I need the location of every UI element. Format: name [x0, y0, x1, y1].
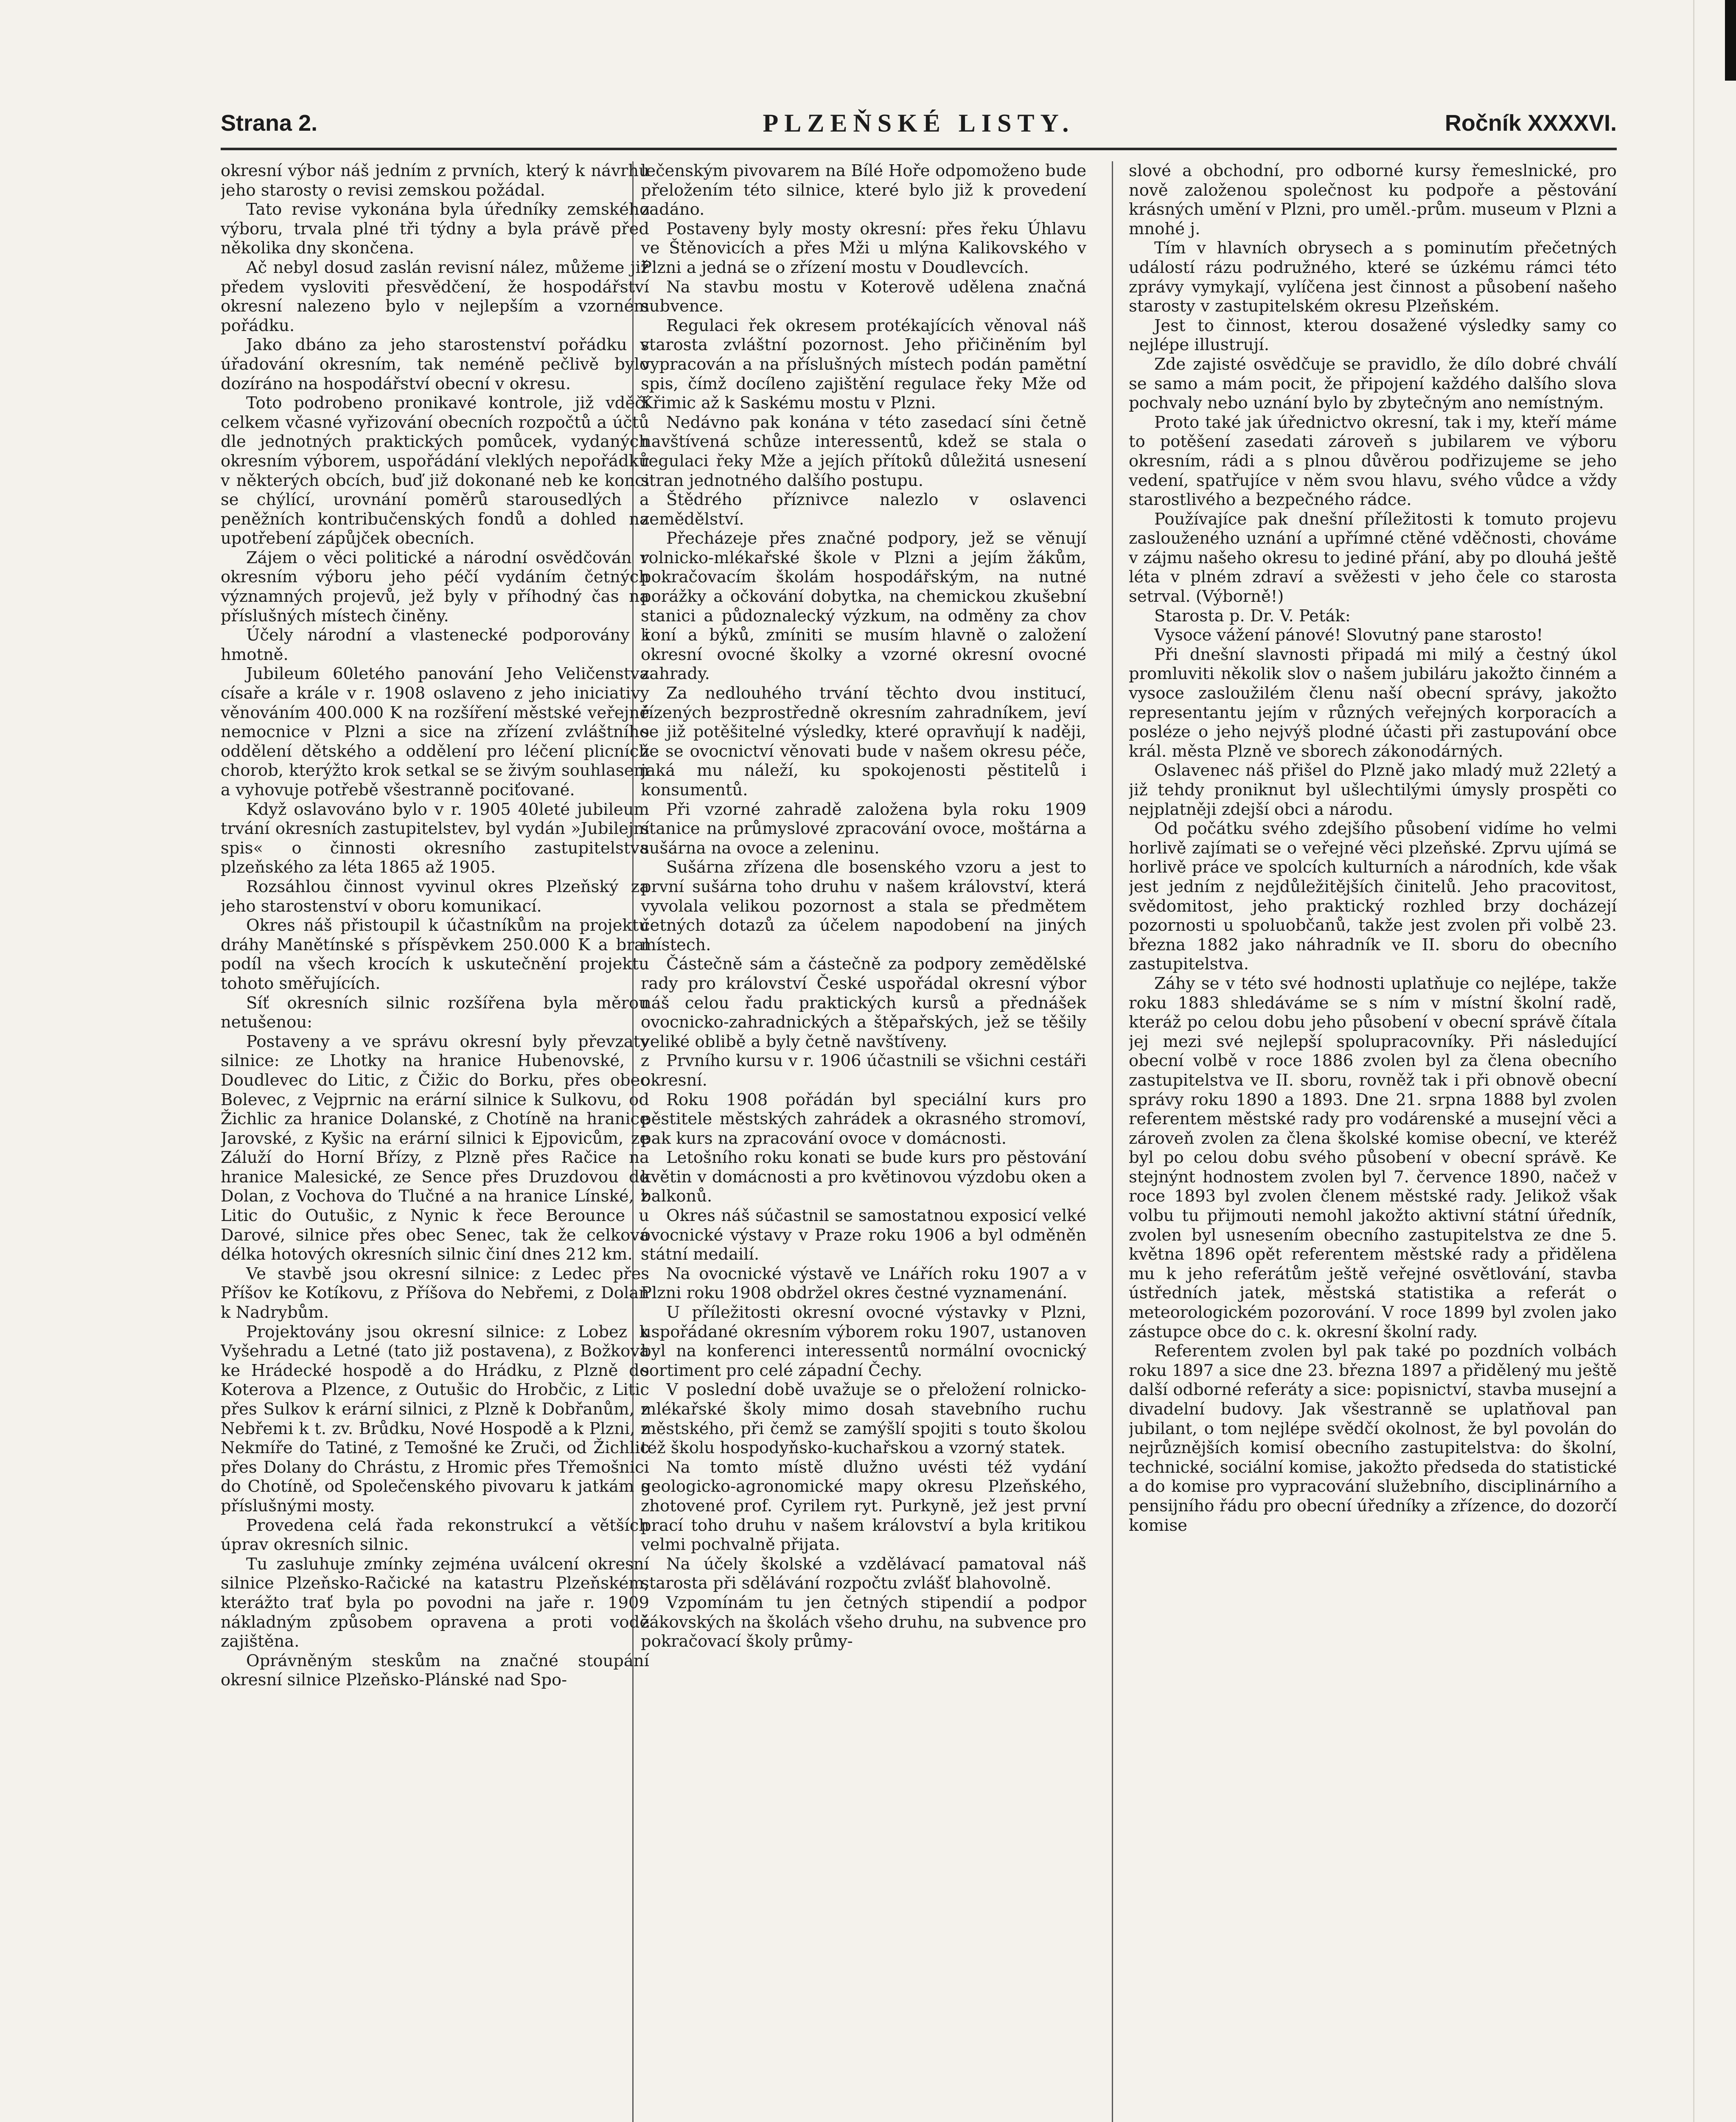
- paragraph: Jest to činnost, kterou dosažené výsledky samy co nejlépe illustrují.: [1129, 316, 1617, 355]
- header-rule: [221, 148, 1617, 150]
- paragraph: Při vzorné zahradě založena byla roku 1909 stanice na průmyslové zpracování ovoce, moštárna a sušárna na ovoce a zeleninu.: [641, 800, 1086, 858]
- column-divider: [1112, 161, 1113, 2122]
- paragraph: Na tomto místě dlužno uvésti též vydání geologicko-agronomické mapy okresu Plzeňského, zhotovené prof. Cyrilem ryt. Purkyně, jež jest první prací toho druhu v našem království a byla kritikou velmi pochvalně přijata.: [641, 1457, 1086, 1555]
- paragraph: Provedena celá řada rekonstrukcí a větších úprav okresních silnic.: [221, 1516, 649, 1555]
- paragraph: Účely národní a vlastenecké podporovány i hmotně.: [221, 626, 649, 664]
- paragraph: Okres náš přistoupil k účastníkům na projektu dráhy Manětínské s příspěvkem 250.000 K a bral podíl na všech krocích k uskutečnění projektu tohoto směřujících.: [221, 916, 649, 993]
- text-column-2: [641, 161, 1086, 2122]
- paragraph: Oslavenec náš přišel do Plzně jako mladý muž 22letý a již tehdy proniknut byl ušlechtilými úmysly prospěti co nejplatněji zdejší obci a národu.: [1129, 761, 1617, 819]
- paragraph: Zde zajisté osvědčuje se pravidlo, že dílo dobré chválí se samo a mám pocit, že připojení každého dalšího slova pochvaly nebo uznání bylo by zbytečným ano nemístným.: [1129, 354, 1617, 413]
- paragraph: Projektovány jsou okresní silnice: z Lobez k Vyšehradu a Letné (tato již postavena), z Božkova ke Hrádecké hospodě a do Hrádku, z Plzně do Koterova a Plzence, z Outušic do Hrobčic, z Litic přes Sulkov k erární silnici, z Plzně k Dobřanům, z Nebřemi k t. zv. Brůdku, Nové Hospodě a k Plzni, z Nekmíře do Tatiné, z Temošné ke Zruči, od Žichlic přes Dolany do Chrástu, z Hromic přes Třemošnici do Chotíně, od Společenského pivovaru k jatkám s příslušnými mosty.: [221, 1322, 649, 1516]
- paragraph: Postaveny byly mosty okresní: přes řeku Úhlavu ve Štěnovicích a přes Mži u mlýna Kalikovského v Plzni a jedná se o zřízení mostu v Doudlevcích.: [641, 219, 1086, 277]
- volume-label: Ročník XXXXVI.: [1444, 110, 1617, 136]
- paragraph: Od počátku svého zdejšího působení vidíme ho velmi horlivě zajímati se o veřejné věci plzeňské. Zprvu ujímá se horlivě práce ve spolcích kulturních a národních, kde však jest jedním z nejdůležitějších činitelů. Jeho pracovitost, svědomitost, jeho praktický rozhled brzy docházejí pozornosti u spoluobčanů, takže jest zvolen při volbě 23. března 1882 jako náhradník ve II. sboru do obecního zastupitelstva.: [1129, 819, 1617, 974]
- scan-edge: [1693, 0, 1694, 2122]
- paragraph: Na stavbu mostu v Koterově udělena značná subvence.: [641, 277, 1086, 316]
- paragraph: slové a obchodní, pro odborné kursy řemeslnické, pro nově založenou společnost ku podpoře a pěstování krásných umění v Plzni, pro uměl.-prům. museum v Plzni a mnohé j.: [1129, 161, 1617, 239]
- paragraph: Oprávněným steskům na značné stoupání okresní silnice Plzeňsko-Plánské nad Spo-: [221, 1651, 649, 1690]
- paragraph: Postaveny a ve správu okresní byly převzaty silnice: ze Lhotky na hranice Hubenovské, z Doudlevec do Litic, z Čižic do Borku, přes obec Bolevec, z Vejprnic na erární silnice k Sulkovu, od Žichlic za hranice Dolanské, z Chotíně na hranice Jarovské, z Kyšic na erární silnici k Ejpovicům, ze Záluží do Horní Břízy, z Plzně přes Račice na hranice Malesické, ze Sence přes Druzdovou do Dolan, z Vochova do Tlučné a na hranice Línské, z Litic do Outušic, z Nynic k řece Berounce u Darové, silnice přes obec Senec, tak že celková délka hotových okresních silnic činí dnes 212 km.: [221, 1032, 649, 1264]
- page-number: Strana 2.: [221, 110, 318, 136]
- paragraph: lečenským pivovarem na Bílé Hoře odpomoženo bude přeložením této silnice, které bylo již k provedení zadáno.: [641, 161, 1086, 219]
- paragraph: okresní výbor náš jedním z prvních, který k návrhu jeho starosty o revisi zemskou požádal.: [221, 161, 649, 200]
- paragraph: Ve stavbě jsou okresní silnice: z Ledec přes Příšov ke Kotíkovu, z Příšova do Nebřemi, z Dolan k Nadrybům.: [221, 1264, 649, 1322]
- paragraph: Síť okresních silnic rozšířena byla měrou netušenou:: [221, 993, 649, 1032]
- paragraph: U příležitosti okresní ovocné výstavky v Plzni, uspořádané okresním výborem roku 1907, ustanoven byl na konferenci interessentů normální ovocnický sortiment pro celé západní Čechy.: [641, 1303, 1086, 1380]
- paragraph: Když oslavováno bylo v r. 1905 40leté jubileum trvání okresních zastupitelstev, byl vydán »Jubilejní spis« o činnosti okresního zastupitelstva plzeňského za léta 1865 až 1905.: [221, 800, 649, 877]
- paragraph: Částečně sám a částečně za podpory zemědělské rady pro království České uspořádal okresní výbor náš celou řadu praktických kursů a přednášek ovocnicko-zahradnických a štěpařských, jež se těšily veliké oblibě a byly četně navštíveny.: [641, 954, 1086, 1051]
- paragraph: Prvního kursu v r. 1906 účastnili se všichni cestáři okresní.: [641, 1051, 1086, 1090]
- paragraph: Ač nebyl dosud zaslán revisní nález, můžeme již předem vysloviti přesvědčení, že hospodářství okresní nalezeno bylo v nejlepším a vzorném pořádku.: [221, 258, 649, 335]
- paragraph: Tím v hlavních obrysech a s pominutím přečetných událostí rázu podružného, které se úzkému rámci této zprávy vymykají, vylíčena jest činnost a působení našeho starosty v zastupitelském okresu Plzeňském.: [1129, 239, 1617, 316]
- newspaper-title: PLZEŇSKÉ LISTY.: [763, 109, 1075, 137]
- paragraph: Na účely školské a vzdělávací pamatoval náš starosta při sdělávání rozpočtu zvlášť blahovolně.: [641, 1554, 1086, 1593]
- paragraph: Starosta p. Dr. V. Peták:: [1154, 606, 1351, 626]
- paragraph: Záhy se v této své hodnosti uplatňuje co nejlépe, takže roku 1883 shledáváme se s ním v místní školní radě, kteráž po celou dobu jeho působení v obecní správě čítala jej mezi své nejlepší spolupracovníky. Při následující obecní volbě v roce 1886 zvolen byl za člena obecního zastupitelstva ve II. sboru, rovněž tak i při obnově obecní správy roku 1890 a 1893. Dne 21. srpna 1888 byl zvolen referentem městské rady pro vodárenské a musejní věci a zároveň zvolen za člena školské komise obecní, ve kteréž byl po celou dobu svého působení v obecní správě. Ke stejnýnt hodnostem zvolen byl 7. července 1890, načež v roce 1893 byl zvolen členem městské rady. Jelikož však volbu tu přijmouti nemohl jakožto aktivní státní úředník, zvolen byl usnesením obecního zastupitelstva ze dne 5. května 1896 opět referentem městské rady a přidělena mu k jeho referátům ještě veřejné osvětlování, stavba ústředních jatek, městská statistika a referát o meteorologickém pozorování. V roce 1899 byl zvolen jako zástupce obce do c. k. okresní školní rady.: [1129, 974, 1617, 1342]
- paragraph: Nedávno pak konána v této zasedací síni četně navštívená schůze interessentů, kdež se stala o regulaci řeky Mže a jejích přítoků důležitá usnesení stran jednotného dalšího postupu.: [641, 413, 1086, 490]
- paragraph: Letošního roku konati se bude kurs pro pěstování květin v domácnosti a pro květinovou výzdobu oken a balkonů.: [641, 1148, 1086, 1206]
- paragraph: Používajíce pak dnešní příležitosti k tomuto projevu zaslouženého uznání a upřímné ctěné vděčnosti, chováme v zájmu našeho okresu to jediné přání, aby po dlouhá ještě léta v plném zdraví a svěžesti v jeho čele co starosta setrval. (Výborně!): [1129, 509, 1617, 606]
- paragraph: Okres náš súčastnil se samostatnou exposicí velké ovocnické výstavy v Praze roku 1906 a byl odměněn státní medailí.: [641, 1206, 1086, 1264]
- paragraph: Na ovocnické výstavě ve Lnářích roku 1907 a v Plzni roku 1908 obdržel okres čestné vyznamenání.: [641, 1264, 1086, 1303]
- paragraph: Rozsáhlou činnost vyvinul okres Plzeňský za jeho starostenství v oboru komunikací.: [221, 877, 649, 916]
- paragraph: Jako dbáno za jeho starostenství pořádku v úřadování okresním, tak neméně pečlivě bylo dozíráno na hospodářství obecní v okresu.: [221, 335, 649, 393]
- text-column-3: [1129, 161, 1617, 2122]
- paragraph: Přecházeje přes značné podpory, jež se věnují rolnicko-mlékařské škole v Plzni a jejím žákům, pokračovacím školám hospodářským, na nutné porážky a očkování dobytka, na chemickou zkušební stanici a půdoznalecký výzkum, na odměny za chov koní a býků, zmíniti se musím hlavně o založení okresní ovocné školky a vzorné okresní ovocné zahrady.: [641, 529, 1086, 684]
- paragraph: Vysoce vážení pánové! Slovutný pane starosto!: [1154, 626, 1543, 645]
- paragraph: Referentem zvolen byl pak také po pozdních volbách roku 1897 a sice dne 23. března 1897 a přidělený mu ještě další odborné referáty a sice: popisnictví, stavba musejní a divadelní budovy. Jak všestranně se uplatňoval pan jubilant, o tom nejlépe svědčí okolnost, že byl povolán do nejrůznějších komisí obecního zastupitelstva: do školní, technické, sociální komise, jakožto předseda do statistické a do komise pro vypracování služebního, disciplinárního a pensijního řádu pro obecní úředníky a zřízence, do dozorčí komise: [1129, 1342, 1617, 1535]
- paragraph: Toto podrobeno pronikavé kontrole, již vděčí celkem včasné vyřizování obecních rozpočtů a účtů dle jednotných praktických pomůcek, vydaných okresním výborem, uspořádání vleklých nepořádků v některých obcích, buď již dokonané neb ke konci se chýlící, urovnání poměrů starousedlých a peněžních kontribučenských fondů a dohled na upotřebení zápůjček obecních.: [221, 393, 649, 548]
- paragraph: Proto také jak úřednictvo okresní, tak i my, kteří máme to potěšení zasedati zároveň s jubilarem ve výboru okresním, rádi a s plnou důvěrou podřizujeme se jeho vedení, spatřujíce v něm svou hlavu, svého vůdce a vždy starostlivého a bezpečného rádce.: [1129, 413, 1617, 510]
- paragraph: Zájem o věci politické a národní osvědčován v okresním výboru jeho péčí vydáním četných významných projevů, jež byly v příhodný čas na příslušných místech činěny.: [221, 548, 649, 626]
- paragraph: Vzpomínám tu jen četných stipendií a podpor žákovských na školách všeho druhu, na subvence pro pokračovací školy průmy-: [641, 1593, 1086, 1651]
- paragraph: Regulaci řek okresem protékajících věnoval náš starosta zvláštní pozornost. Jeho přičiněním byl vypracován a na příslušných místech podán pamětní spis, čímž docíleno zajištění regulace řeky Mže od Křimic až k Saskému mostu v Plzni.: [641, 316, 1086, 413]
- paragraph: V poslední době uvažuje se o přeložení rolnicko-mlékařské školy mimo dosah stavebního ruchu městského, při čemž se zamýšlí spojiti s touto školou též školu hospodyňsko-kuchařskou a vzorný statek.: [641, 1380, 1086, 1458]
- paragraph: Tu zasluhuje zmínky zejména uválcení okresní silnice Plzeňsko-Račické na katastru Plzeňském, kterážto trať byla po povodni na jaře r. 1909 nákladným způsobem opravena a proti vodě zajištěna.: [221, 1554, 649, 1651]
- paragraph: Při dnešní slavnosti připadá mi milý a čestný úkol promluviti několik slov o našem jubiláru jakožto činném a vysoce zasloužilém členu naší obecní správy, jakožto representantu jejím v různých veřejných korporacích a posléze o jeho nejvýš plodné účasti při zastupování obce král. města Plzně ve sborech zákonodárných.: [1129, 645, 1617, 761]
- scan-corner-mark: [1725, 0, 1736, 81]
- text-column-1: [221, 161, 649, 2122]
- paragraph: Štědrého příznivce nalezlo v oslavenci zemědělství.: [641, 490, 1086, 529]
- paragraph: Sušárna zřízena dle bosenského vzoru a jest to první sušárna toho druhu v našem království, která vyvolala velikou pozornost a stala se předmětem četných dotazů za účelem napodobení na jiných místech.: [641, 858, 1086, 954]
- page-header: [221, 106, 1617, 140]
- paragraph: Jubileum 60letého panování Jeho Veličenstva císaře a krále v r. 1908 oslaveno z jeho iniciativy věnováním 400.000 K na rozšíření městské veřejné nemocnice v Plzni a sice na zřízení zvláštního oddělení dětského a oddělení pro léčení plicních chorob, kterýžto krok setkal se se živým souhlasem a vyhovuje potřebě všestranně pociťované.: [221, 664, 649, 800]
- paragraph: Za nedlouhého trvání těchto dvou institucí, řízených bezprostředně okresním zahradníkem, jeví se již potěšitelné výsledky, které opravňují k naději, že se ovocnictví věnovati bude v našem okresu péče, jaká mu náleží, ku spokojenosti pěstitelů i konsumentů.: [641, 684, 1086, 800]
- paragraph: Tato revise vykonána byla úředníky zemského výboru, trvala plné tři týdny a byla právě před několika dny skončena.: [221, 200, 649, 258]
- paragraph: Roku 1908 pořádán byl speciální kurs pro pěstitele městských zahrádek a okrasného stromoví, pak kurs na zpracování ovoce v domácnosti.: [641, 1090, 1086, 1148]
